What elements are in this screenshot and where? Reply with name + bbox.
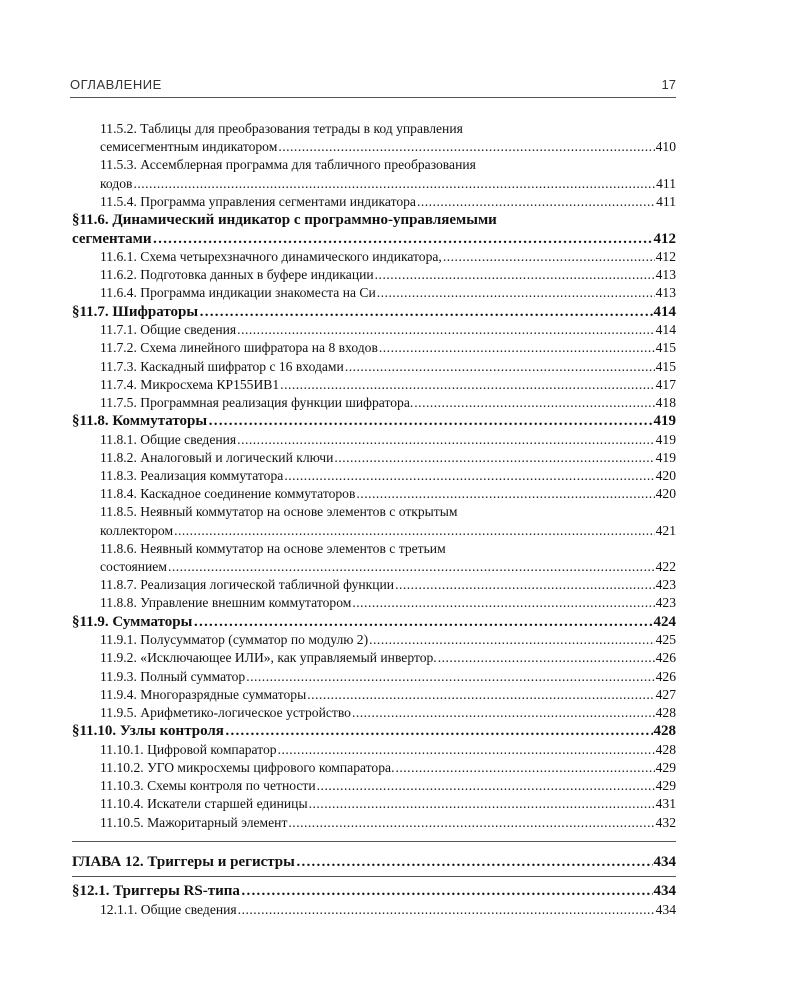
dot-leader — [284, 467, 654, 485]
toc-chapter-label: ГЛАВА 12. Триггеры и регистры — [72, 853, 295, 870]
toc-entry[interactable] — [72, 193, 676, 211]
dot-leader — [153, 230, 653, 249]
dot-leader — [225, 722, 653, 741]
toc-section-label: §11.10. Узлы контроля — [72, 723, 224, 740]
dot-leader — [174, 522, 655, 540]
dot-leader — [237, 431, 654, 449]
toc-entry-label: 11.9.3. Полный сумматор — [100, 668, 246, 684]
toc-entry-page: 410 — [655, 139, 676, 155]
toc-entry-page: 429 — [655, 778, 676, 794]
dot-leader — [379, 339, 655, 357]
toc-entry-label: 11.10.3. Схемы контроля по четности — [100, 778, 316, 794]
toc-entry-page: 419 — [655, 449, 676, 465]
toc-section-page: 434 — [653, 882, 676, 899]
dot-leader — [208, 412, 652, 431]
toc-entry-label: 11.6.4. Программа индикации знакоместа на Си — [100, 285, 376, 301]
dot-leader — [334, 449, 654, 467]
toc-entry[interactable] — [72, 449, 676, 467]
dot-leader — [193, 613, 652, 632]
toc-entry-label: 11.7.4. Микросхема КР155ИВ1 — [100, 376, 280, 392]
toc-section-label: §12.1. Триггеры RS-типа — [72, 882, 240, 899]
toc-entry-page: 411 — [656, 193, 676, 209]
toc-entry[interactable] — [72, 686, 676, 704]
toc-entry-label: 11.10.1. Цифровой компаратор — [100, 741, 277, 757]
toc-section-label: §11.7. Шифраторы — [72, 303, 199, 320]
toc-entry-page: 423 — [655, 595, 676, 611]
toc-entry-page: 429 — [655, 759, 676, 775]
dot-leader — [395, 759, 654, 777]
toc-entry-page: 417 — [655, 376, 676, 392]
chapter-block — [72, 841, 676, 919]
toc-entry[interactable] — [72, 431, 676, 449]
dot-leader — [438, 649, 655, 667]
toc-entry-page: 419 — [655, 431, 676, 447]
toc-entry-page: 431 — [655, 796, 676, 812]
toc-entry[interactable] — [72, 321, 676, 339]
dot-leader — [369, 631, 654, 649]
dot-leader — [246, 668, 654, 686]
toc-section-page: 412 — [653, 230, 676, 247]
toc-entry-page: 432 — [655, 814, 676, 830]
toc-entry-page: 423 — [655, 577, 676, 593]
toc-entry[interactable] — [72, 649, 676, 667]
toc-section-label: §11.9. Сумматоры — [72, 613, 193, 630]
toc-entry[interactable] — [72, 339, 676, 357]
dot-leader — [133, 175, 655, 193]
dot-leader — [345, 358, 655, 376]
toc-section[interactable] — [72, 303, 676, 322]
toc-entry[interactable] — [72, 576, 676, 594]
toc-entry-label: 11.9.2. «Исключающее ИЛИ», как управляемый инвертор. — [100, 650, 437, 666]
toc-section[interactable] — [72, 722, 676, 741]
toc-entry-label: 11.9.5. Арифметико-логическое устройство — [100, 704, 351, 720]
toc-section-page: 419 — [653, 413, 676, 430]
toc-entry-line: 11.5.2. Таблицы для преобразования тетрады в код управления — [100, 121, 463, 136]
toc-entry[interactable] — [72, 394, 676, 412]
toc-entry[interactable] — [72, 594, 676, 612]
toc-section-label: §11.8. Коммутаторы — [72, 413, 208, 430]
chapter-sections — [72, 876, 676, 919]
toc-entry-page: 426 — [655, 668, 676, 684]
dot-leader — [278, 741, 655, 759]
toc-entry-page: 427 — [655, 686, 676, 702]
table-of-contents — [72, 120, 676, 919]
dot-leader — [309, 795, 655, 813]
dot-leader — [317, 777, 655, 795]
toc-section[interactable] — [72, 230, 676, 249]
toc-entry-page: 425 — [655, 632, 676, 648]
toc-entry[interactable] — [72, 777, 676, 795]
toc-entry[interactable] — [72, 138, 676, 156]
toc-entry-label: 11.9.4. Многоразрядные сумматоры — [100, 686, 307, 702]
dot-leader — [375, 266, 655, 284]
toc-section[interactable] — [72, 613, 676, 632]
toc-entry[interactable] — [72, 175, 676, 193]
toc-section-label: сегментами — [72, 230, 152, 247]
toc-entry-label: 11.7.5. Программная реализация функции шифратора. — [100, 394, 414, 410]
dot-leader — [352, 594, 654, 612]
toc-entry-label: 11.7.3. Каскадный шифратор с 16 входами — [100, 358, 344, 374]
toc-entry-page: 422 — [655, 559, 676, 575]
toc-entry[interactable] — [72, 741, 676, 759]
toc-entry[interactable] — [72, 485, 676, 503]
toc-chapter-page: 434 — [653, 853, 676, 870]
toc-entry-page: 428 — [655, 704, 676, 720]
toc-entry-label: 11.8.1. Общие сведения — [100, 431, 237, 447]
toc-entry-line: 11.8.5. Неявный коммутатор на основе элементов с открытым — [100, 504, 458, 520]
toc-entry-page: 414 — [655, 322, 676, 338]
toc-entry[interactable] — [72, 814, 676, 832]
dot-leader — [237, 321, 654, 339]
toc-entry-label: 11.6.1. Схема четырехзначного динамического индикатора, — [100, 249, 442, 265]
toc-entry-page: 413 — [655, 267, 676, 283]
toc-entry-label: 11.8.8. Управление внешним коммутатором — [100, 595, 352, 611]
toc-entry-page: 421 — [655, 522, 676, 538]
toc-entry-page: 428 — [655, 741, 676, 757]
toc-entry-label: 11.8.3. Реализация коммутатора — [100, 468, 284, 484]
toc-entry-line: 11.5.3. Ассемблерная программа для табличного преобразования — [100, 157, 476, 173]
toc-entry[interactable] — [72, 668, 676, 686]
dot-leader — [352, 704, 655, 722]
dot-leader — [414, 394, 654, 412]
page-number: 17 — [661, 77, 676, 92]
toc-section-page: 428 — [653, 723, 676, 740]
dot-leader — [307, 686, 654, 704]
running-header — [70, 77, 676, 98]
toc-entry[interactable] — [72, 376, 676, 394]
toc-section[interactable] — [72, 412, 676, 431]
toc-section[interactable] — [72, 881, 676, 901]
dot-leader — [280, 376, 654, 394]
toc-entry[interactable] — [72, 358, 676, 376]
toc-entry-label: 11.9.1. Полусумматор (сумматор по модулю 2) — [100, 632, 369, 648]
toc-entry[interactable] — [72, 631, 676, 649]
toc-entry-page: 415 — [655, 340, 676, 356]
toc-entry-label: 11.8.7. Реализация логической табличной функции — [100, 577, 395, 593]
toc-entry-page: 415 — [655, 358, 676, 374]
toc-entry-label: 11.5.4. Программа управления сегментами индикатора — [100, 193, 416, 209]
toc-section-line: §11.6. Динамический индикатор с программно-управляемыми — [72, 212, 497, 229]
toc-entry-page: 434 — [655, 901, 676, 917]
toc-entry-label: 11.8.2. Аналоговый и логический ключи — [100, 449, 334, 465]
toc-entry[interactable] — [72, 558, 676, 576]
toc-entry-label: 11.7.1. Общие сведения — [100, 322, 237, 338]
dot-leader — [395, 576, 655, 594]
dot-leader — [443, 248, 655, 266]
toc-entry[interactable] — [72, 901, 676, 919]
toc-entry[interactable] — [72, 704, 676, 722]
dot-leader — [199, 303, 652, 322]
toc-chapter[interactable] — [72, 852, 676, 872]
toc-entry[interactable] — [72, 522, 676, 540]
toc-entry[interactable] — [72, 266, 676, 284]
toc-entry-page: 412 — [655, 249, 676, 265]
toc-entry-label: состоянием — [100, 559, 167, 575]
dot-leader — [278, 138, 654, 156]
toc-entry-line: 11.8.6. Неявный коммутатор на основе элементов с третьим — [100, 540, 446, 556]
toc-entry[interactable] — [72, 284, 676, 302]
dot-leader — [356, 485, 654, 503]
toc-entry-label: 12.1.1. Общие сведения — [100, 901, 237, 917]
toc-entry-label: 11.10.5. Мажоритарный элемент — [100, 814, 288, 830]
toc-entry-label: кодов — [100, 175, 133, 191]
toc-entry-page: 420 — [655, 468, 676, 484]
toc-entry[interactable] — [72, 248, 676, 266]
toc-entry-page: 418 — [655, 394, 676, 410]
toc-entry[interactable] — [72, 795, 676, 813]
dot-leader — [238, 901, 655, 919]
toc-entry-page: 420 — [655, 486, 676, 502]
toc-entry-label: 11.7.2. Схема линейного шифратора на 8 входов — [100, 340, 378, 356]
dot-leader — [417, 193, 655, 211]
dot-leader — [168, 558, 655, 576]
toc-entry-label: 11.10.2. УГО микросхемы цифрового компаратора. — [100, 759, 395, 775]
toc-entry-page: 413 — [655, 285, 676, 301]
toc-entry[interactable] — [72, 467, 676, 485]
toc-entry[interactable] — [72, 759, 676, 777]
dot-leader — [241, 881, 653, 901]
toc-entry-page: 411 — [656, 175, 676, 191]
toc-entry-label: коллектором — [100, 522, 174, 538]
toc-entry-label: 11.10.4. Искатели старшей единицы — [100, 796, 308, 812]
toc-entry-label: семисегментным индикатором — [100, 139, 278, 155]
toc-section-page: 414 — [653, 303, 676, 320]
dot-leader — [296, 852, 653, 872]
toc-entry-label: 11.6.2. Подготовка данных в буфере индикации — [100, 267, 374, 283]
header-title: ОГЛАВЛЕНИЕ — [70, 77, 162, 92]
toc-entry-page: 426 — [655, 650, 676, 666]
toc-section-page: 424 — [653, 613, 676, 630]
dot-leader — [377, 284, 655, 302]
dot-leader — [288, 814, 654, 832]
toc-entry-label: 11.8.4. Каскадное соединение коммутаторов — [100, 486, 356, 502]
